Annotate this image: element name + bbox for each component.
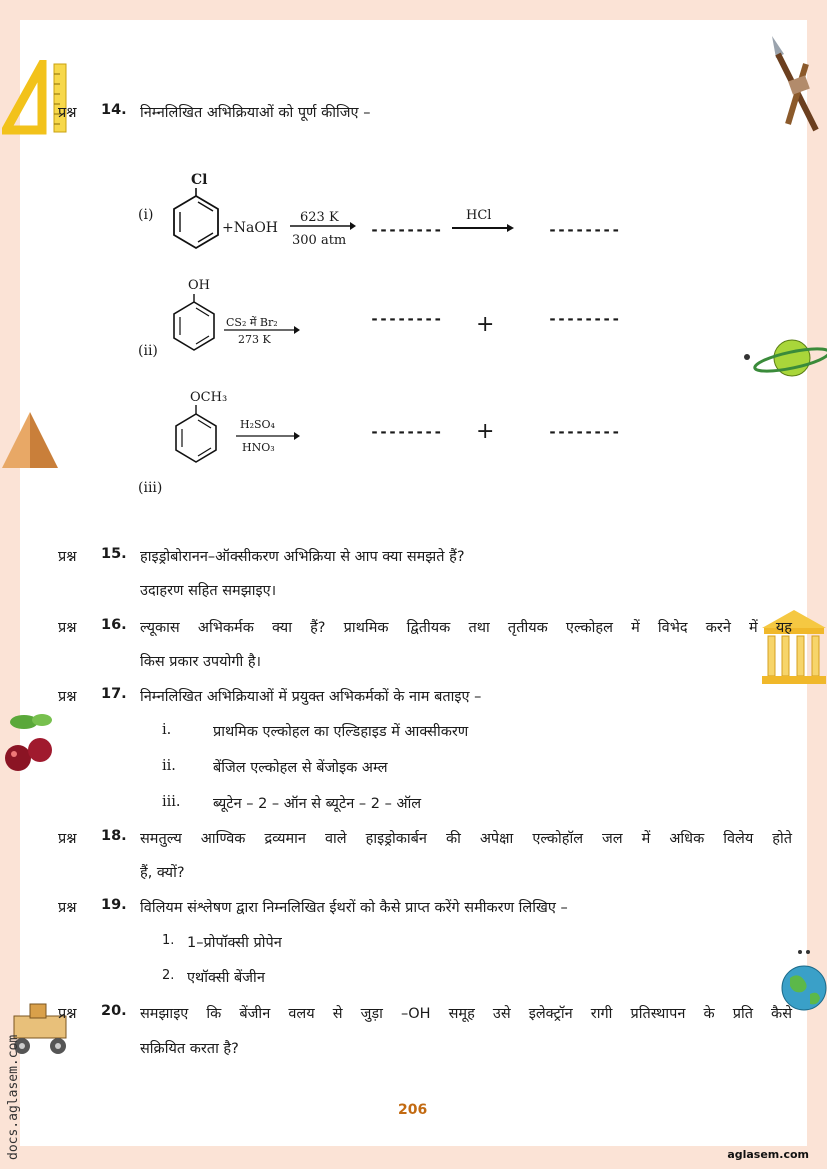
q18-line-1: समतुल्य आण्विक द्रव्यमान वाले हाइड्रोकार्बन की अपेक्षा एल्कोहॉल जल में अधिक विलेय होते <box>140 831 792 847</box>
planet-icon <box>742 333 827 383</box>
reaction-3-cond-bottom: HNO₃ <box>242 441 275 454</box>
q15-line-1: हाइड्रोबोरानन–ऑक्सीकरण अभिक्रिया से आप क्या समझते हैं? <box>140 549 465 565</box>
q14-text: निम्नलिखित अभिक्रियाओं को पूर्ण कीजिए – <box>140 105 371 121</box>
reaction-3-blank-2: -------- <box>548 423 621 441</box>
q20-label: प्रश्न <box>58 1006 77 1022</box>
reaction-1-substituent: Cl <box>191 172 208 188</box>
q18-line-2: हैं, क्यों? <box>140 865 185 881</box>
site-url: aglasem.com <box>727 1148 809 1161</box>
q17-item-1-text: प्राथमिक एल्कोहल का एल्डिहाइड में आक्सीकरण <box>213 724 469 740</box>
q19-number: 19. <box>101 897 127 913</box>
q16-line-2: किस प्रकार उपयोगी है। <box>140 654 262 670</box>
reaction-1-index: (i) <box>138 207 154 223</box>
q18-number: 18. <box>101 828 127 844</box>
q19-item-2-index: 2. <box>162 968 175 983</box>
reaction-3-index: (iii) <box>138 480 163 496</box>
reaction-1-blank-1: -------- <box>370 221 443 239</box>
q14-number: 14. <box>101 102 127 118</box>
q19-item-2-text: एथॉक्सी बेंजीन <box>187 970 265 986</box>
q20-line-2: सक्रियित करता है? <box>140 1041 239 1057</box>
reaction-1-cond-top: 623 K <box>300 210 339 225</box>
q17-text: निम्नलिखित अभिक्रियाओं में प्रयुक्त अभिकर्मकों के नाम बताइए – <box>140 689 482 705</box>
reaction-3-blank-1: -------- <box>370 423 443 441</box>
q20-line-1: समझाइए कि बेंजीन वलय से जुड़ा –OH समूह उसे इलेक्ट्रॉन रागी प्रतिस्थापन के प्रति कैसे <box>140 1006 792 1022</box>
q17-item-3-text: ब्यूटेन – 2 – ऑन से ब्यूटेन – 2 – ऑल <box>213 796 422 812</box>
q19-label: प्रश्न <box>58 900 77 916</box>
page-number: 206 <box>398 1102 428 1118</box>
reaction-2-substituent: OH <box>188 278 210 293</box>
q16-line-1: ल्यूकास अभिकर्मक क्या हैं? प्राथमिक द्वितीयक तथा तृतीयक एल्कोहल में विभेद करने में यह <box>140 620 792 636</box>
reaction-3-substituent: OCH₃ <box>190 390 228 405</box>
q19-item-1-text: 1–प्रोपॉक्सी प्रोपेन <box>187 935 282 951</box>
cherries-icon <box>2 706 60 780</box>
q17-label: प्रश्न <box>58 689 77 705</box>
pyramid-icon <box>0 410 60 472</box>
benzene-ring-3 <box>172 405 220 467</box>
q15-label: प्रश्न <box>58 549 77 565</box>
q15-line-2: उदाहरण सहित समझाइए। <box>140 583 277 599</box>
reaction-1-acid: HCl <box>466 208 492 223</box>
reaction-2-blank-2: -------- <box>548 310 621 328</box>
q19-item-1-index: 1. <box>162 933 175 948</box>
q17-item-3-index: iii. <box>162 794 181 810</box>
reaction-2-plus: + <box>476 312 495 337</box>
q16-number: 16. <box>101 617 127 633</box>
shovel-tools-icon <box>766 34 826 134</box>
reaction-1-reagent: +NaOH <box>222 220 279 236</box>
page <box>20 20 807 1146</box>
q17-number: 17. <box>101 686 127 702</box>
reaction-1-arrow-2 <box>452 223 514 233</box>
q18-label: प्रश्न <box>58 831 77 847</box>
q17-item-1-index: i. <box>162 722 172 738</box>
q17-item-2-text: बेंजिल एल्कोहल से बेंजोइक अम्ल <box>213 760 388 776</box>
q17-item-2-index: ii. <box>162 758 176 774</box>
ruler-triangle-icon <box>2 60 70 136</box>
reaction-1-blank-2: -------- <box>548 221 621 239</box>
reaction-2-blank-1: -------- <box>370 310 443 328</box>
benzene-ring-2 <box>170 294 218 354</box>
q16-label: प्रश्न <box>58 620 77 636</box>
reaction-3-plus: + <box>476 419 495 444</box>
reaction-3-arrow <box>236 432 300 440</box>
q19-text: विलियम संश्लेषण द्वारा निम्नलिखित ईथरों को कैसे प्राप्त करेंगे समीकरण लिखिए – <box>140 900 568 916</box>
reaction-2-index: (ii) <box>138 343 158 359</box>
side-watermark: docs.aglasem.com <box>6 1034 21 1160</box>
reaction-2-cond-top: CS₂ में Br₂ <box>226 316 278 329</box>
benzene-ring-1 <box>170 188 222 252</box>
q14-label: प्रश्न <box>58 105 77 121</box>
reaction-1-arrow <box>290 221 356 231</box>
reaction-2-cond-bottom: 273 K <box>238 333 271 346</box>
q20-number: 20. <box>101 1003 127 1019</box>
reaction-3-cond-top: H₂SO₄ <box>240 418 275 431</box>
reaction-1-cond-bottom: 300 atm <box>292 233 347 248</box>
q15-number: 15. <box>101 546 127 562</box>
